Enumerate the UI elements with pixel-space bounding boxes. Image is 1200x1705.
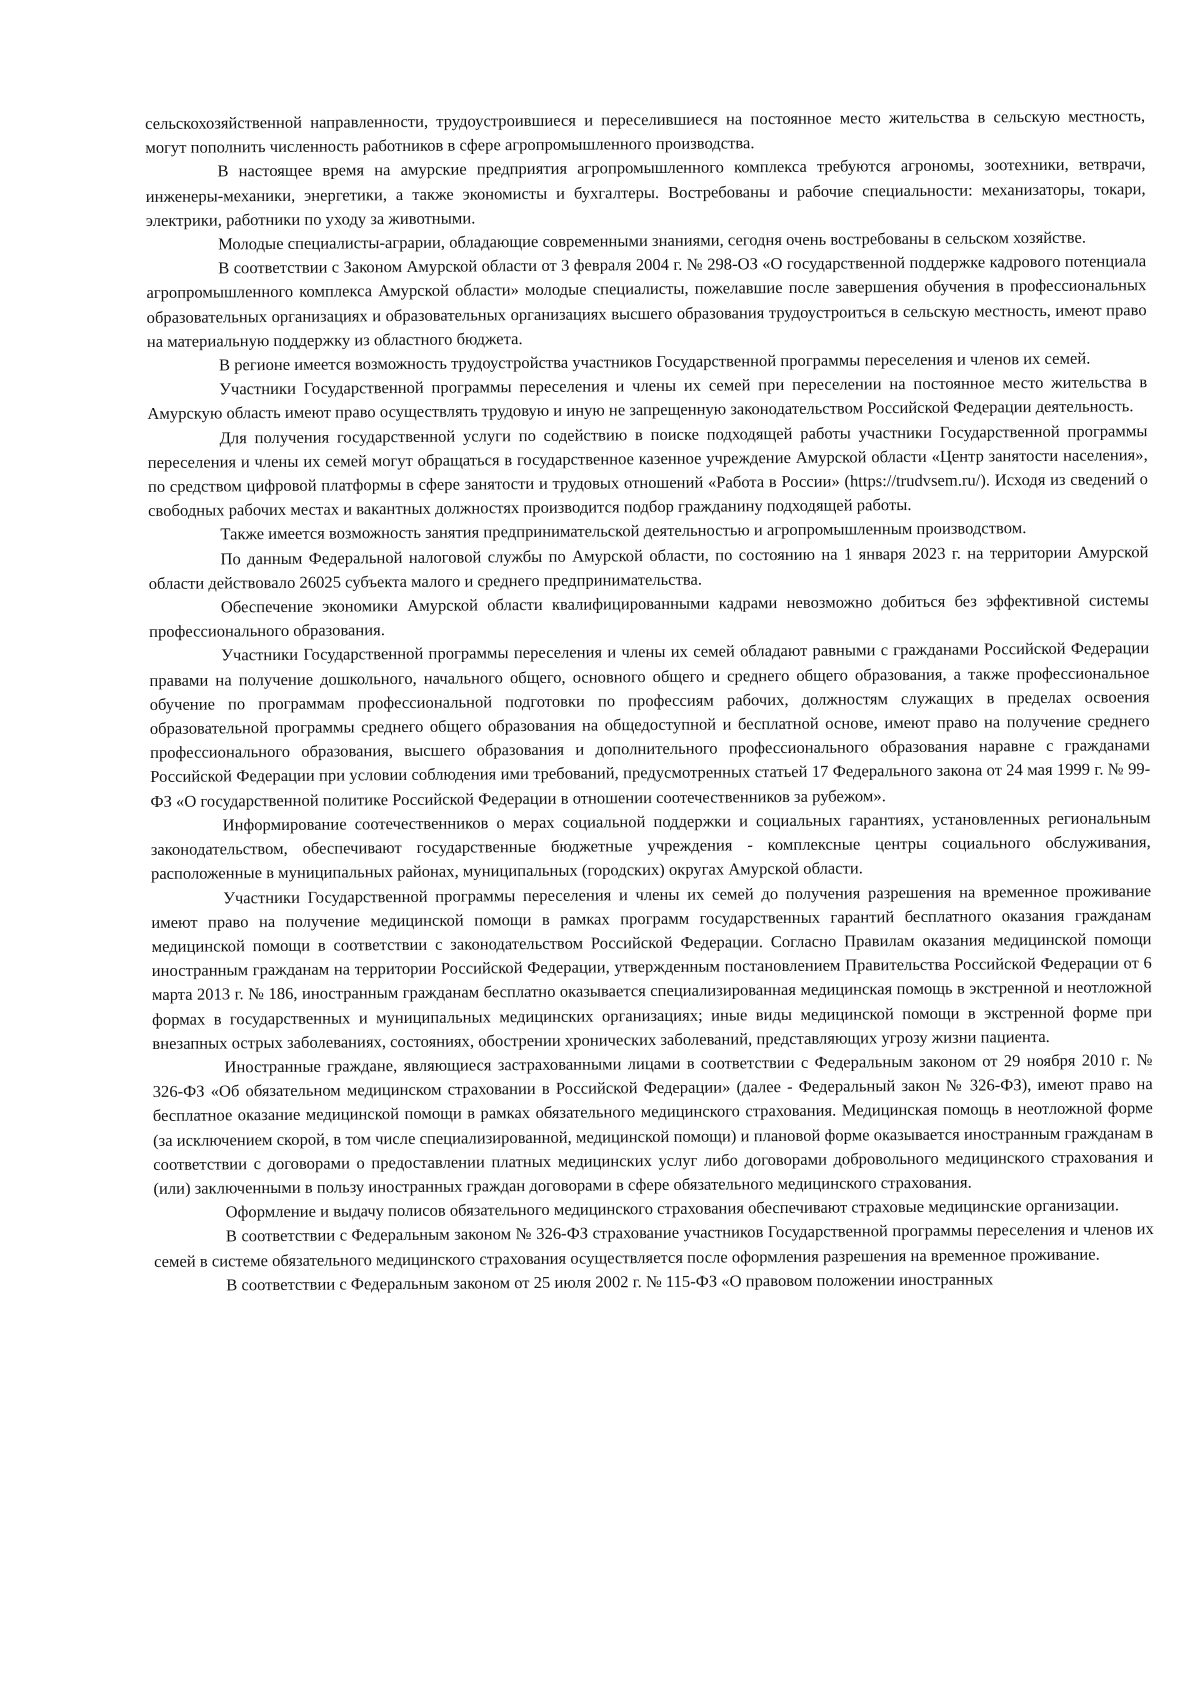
paragraph-8: Также имеется возможность занятия предпринимательской деятельностью и агропромышленным производством.: [220, 518, 1027, 544]
paragraph-1: сельскохозяйственной направленности, трудоустроившиеся и переселившиеся на постоянное место жительства в сельскую местность, могут пополнить численность работников в сфере агропромышленного производства.: [145, 106, 1146, 158]
paragraph-14: Иностранные граждане, являющиеся застрахованными лицами в соответствии с Федеральным законом от 29 ноября 2010 г. № 326-ФЗ «Об обязательном медицинском страховании в Российской Федерации» (далее - Федеральный закон № 326-ФЗ), имеют право на бесплатное оказание медицинской помощи в рамках обязательного медицинского страхования. Медицинская помощь в неотложной форме (за исключением скорой, в том числе специализированной, медицинской помощи) и плановой форме оказывается иностранным гражданам в соответствии с договорами о предоставлении платных медицинских услуг либо договорами добровольного медицинского страхования и (или) заключенными в пользу иностранных граждан договорами в сфере обязательного медицинского страхования.: [152, 1050, 1154, 1198]
paragraph-13: Участники Государственной программы переселения и члены их семей до получения разрешения на временное проживание имеют право на получение медицинской помощи в рамках программ государственных гарантий бесплатного оказания гражданам медицинской помощи в соответствии с законодательством Российской Федерации. Согласно Правилам оказания медицинской помощи иностранным гражданам на территории Российской Федерации, утвержденным постановлением Правительства Российской Федерации от 6 марта 2013 г. № 186, иностранным гражданам бесплатно оказывается специализированная медицинская помощь в экстренной и неотложной формах в государственных и муниципальных медицинских организациях; иные виды медицинской помощи в экстренной форме при внезапных острых заболеваниях, состояниях, обострении хронических заболеваний, представляющих угрозу жизни пациента.: [151, 880, 1153, 1053]
paragraph-15: Оформление и выдачу полисов обязательного медицинского страхования обеспечивают страховые медицинские организации.: [225, 1195, 1120, 1222]
paragraph-10: Обеспечение экономики Амурской области квалифицированными кадрами невозможно добиться без эффективной системы профессионального образования.: [149, 590, 1149, 642]
document-body: [145, 104, 1154, 1298]
paragraph-12: Информирование соотечественников о мерах социальной поддержки и социальных гарантиях, установленных региональным законодательством, обеспечивают государственные бюджетные учреждения - комплексные центры социального обслуживания, расположенные в муниципальных районах, муниципальных (городских) округах Амурской области.: [150, 808, 1151, 884]
paragraph-3: Молодые специалисты-аграрии, обладающие современными знаниями, сегодня очень востребованы в сельском хозяйстве.: [217, 227, 1087, 254]
paragraph-16: В соответствии с Федеральным законом № 326-ФЗ страхование участников Государственной программы переселения и членов их семей в системе обязательного медицинского страхования осуществляется после оформления разрешения на временное проживание.: [153, 1219, 1154, 1271]
paragraph-4: В соответствии с Законом Амурской области от 3 февраля 2004 г. № 298-ОЗ «О государственной поддержке кадрового потенциала агропромышленного комплекса Амурской области» молодые специалисты, пожелавшие после завершения обучения в профессиональных образовательных организациях и образовательных организациях высшего образования трудоустроиться в сельскую местность, имеют право на материальную поддержку из областного бюджета.: [146, 251, 1147, 351]
paragraph-17: В соответствии с Федеральным законом от 25 июля 2002 г. № 115-ФЗ «О правовом положении иностранных: [226, 1269, 994, 1295]
paragraph-11: Участники Государственной программы переселения и члены их семей обладают равными с гражданами Российской Федерации правами на получение дошкольного, начального общего, основного общего и среднего общего образования, а также профессиональное обучение по программам профессиональной подготовки по профессиям рабочих, должностям служащих в пределах освоения образовательной программы среднего общего образования на общедоступной и бесплатной основе, имеют право на получение среднего профессионального образования, высшего образования и дополнительного профессионального образования наравне с гражданами Российской Федерации при условии соблюдения ими требований, предусмотренных статьей 17 Федерального закона от 24 мая 1999 г. № 99-ФЗ «О государственной политике Российской Федерации в отношении соотечественников за рубежом».: [149, 638, 1151, 811]
paragraph-2: В настоящее время на амурские предприятия агропромышленного комплекса требуются агрономы, зоотехники, ветврачи, инженеры-механики, энергетики, а также экономисты и бухгалтеры. Востребованы и рабочие специальности: механизаторы, токари, электрики, работники по уходу за животными.: [145, 154, 1146, 230]
paragraph-7: Для получения государственной услуги по содействию в поиске подходящей работы участники Государственной программы переселения и члены их семей могут обращаться в государственное казенное учреждение Амурской области «Центр занятости населения», по средством цифровой платформы в сфере занятости и трудовых отношений «Работа в России» (https://trudvsem.ru/). Исходя из сведений о свободных рабочих местах и вакантных должностях производится подбор гражданину подходящей работы.: [147, 420, 1148, 521]
paragraph-6: Участники Государственной программы переселения и члены их семей при переселении на постоянное место жительства в Амурскую область имеют право осуществлять трудовую и иную не запрещенную законодательством Российской Федерации деятельность.: [147, 372, 1148, 424]
paragraph-5: В регионе имеется возможность трудоустройства участников Государственной программы переселения и членов их семей.: [218, 348, 1091, 375]
paragraph-9: По данным Федеральной налоговой службы по Амурской области, по состоянию на 1 января 2023 г. на территории Амурской области действовало 26025 субъекта малого и среднего предпринимательства.: [148, 541, 1149, 593]
